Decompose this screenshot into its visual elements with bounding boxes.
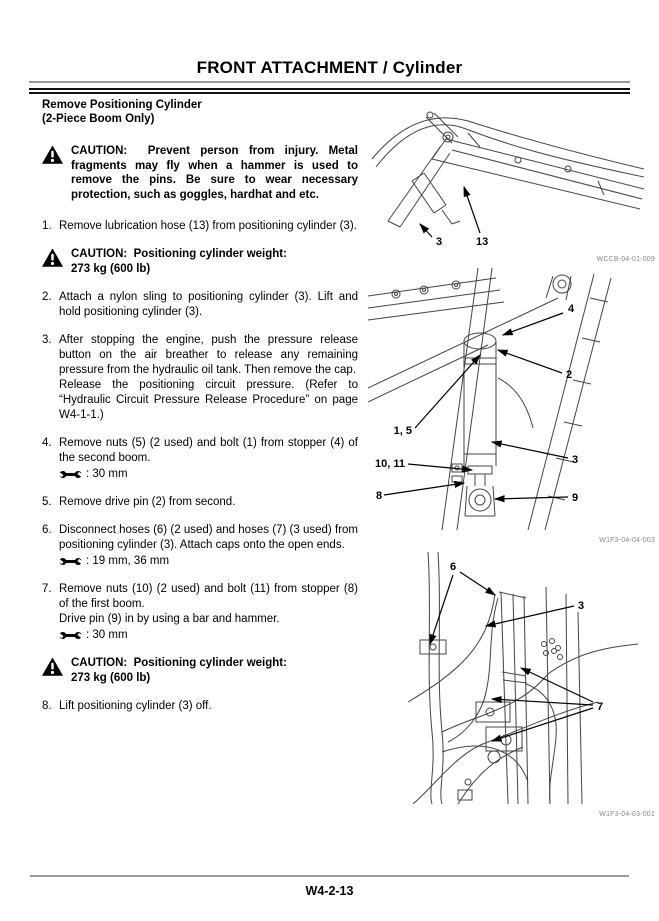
callout-label-3: 3 [436,236,443,248]
callout-arrow-3 [486,606,574,626]
caution-label: CAUTION: [71,248,128,260]
figure-line-art [368,268,655,530]
figure-boom-lubrication-hose [368,103,655,263]
callout-arrow-13 [464,187,480,233]
step-4 [42,436,358,482]
callout-label-3: 3 [572,454,579,466]
step-1 [42,219,358,234]
wrench-size-row [59,554,358,569]
warning-triangle-icon [42,144,66,202]
header-rule-thin [29,81,630,83]
callout-arrow-3 [420,224,432,237]
figure-positioning-cylinder [368,268,655,544]
caution-label: CAUTION: [71,145,128,157]
wrench-size-text: : 30 mm [86,468,128,480]
step-number: 1. [42,220,52,232]
callout-label-2: 2 [566,369,573,381]
page-title: FRONT ATTACHMENT / Cylinder [196,58,463,77]
callout-label-9: 9 [572,492,579,504]
wrench-size-text: : 30 mm [86,629,128,641]
step-number: 4. [42,437,52,449]
footer-rule [30,875,629,877]
figure-code: W1F3-04-03-001 [599,811,655,818]
wrench-icon [59,631,82,640]
wrench-size-row [59,467,358,482]
section-heading-line2: (2-Piece Boom Only) [42,113,155,125]
step-text: Remove lubrication hose (13) from positioning cylinder (3). [59,220,357,232]
step-text: Remove drive pin (2) from second. [59,496,236,508]
wrench-size-row [59,628,358,643]
figure-line-art [368,103,655,249]
figure-code: W1F3-04-04-003 [599,537,655,544]
callout-arrow-6b [430,575,453,644]
step-8 [42,699,358,714]
step-number: 7. [42,583,52,595]
step-text-2: Release the positioning circuit pressure. (Refer to “Hydraulic Circuit Pressure Release Procedure” on page W4-1-1.) [59,379,358,421]
callout-label-1-5: 1, 5 [393,425,412,437]
step-number: 5. [42,496,52,508]
callout-arrow-1-5 [415,355,480,428]
section-heading [42,98,358,126]
figure-code: WCCB-04-01-009 [596,256,655,263]
step-5 [42,495,358,510]
step-text: After stopping the engine, push the pressure release button on the air breather to release any remaining pressure from the hydraulic oil tank. Then remove the cap. [59,334,358,376]
callout-arrow-4 [503,313,563,335]
step-2 [42,290,358,320]
caution-text: CAUTION: Prevent person from injury. Metal fragments may fly when a hammer is used to remove the pins. Be sure to wear necessary protection, such as goggles, hardhat and etc. [71,145,358,201]
step-text: Remove nuts (10) (2 used) and bolt (11) from stopper (8) of the first boom. [59,583,358,610]
section-heading-line1: Remove Positioning Cylinder [42,99,202,111]
caution-block-injury [42,144,358,202]
callout-label-3: 3 [578,600,585,612]
caution-text: CAUTION: Positioning cylinder weight: 273 kg (600 lb) [71,657,287,684]
header-rule-double [29,88,630,94]
procedure-text-column [42,98,358,727]
step-number: 6. [42,524,52,536]
footer-page-number: W4-2-13 [305,884,354,898]
wrench-size-text: : 19 mm, 36 mm [86,555,170,567]
step-number: 8. [42,700,52,712]
figure-hose-connections [398,552,655,818]
callout-arrow-8 [384,483,464,495]
warning-triangle-icon [42,656,66,685]
callout-label-6: 6 [450,561,457,573]
step-text: Remove nuts (5) (2 used) and bolt (1) from stopper (4) of the second boom. [59,437,358,464]
callout-arrow-7a [521,668,593,702]
step-text: Attach a nylon sling to positioning cylinder (3). Lift and hold positioning cylinder (3). [59,291,358,318]
callout-label-10-11: 10, 11 [375,458,405,470]
step-text: Disconnect hoses (6) (2 used) and hoses (7) (3 used) from positioning cylinder (3). Attach caps onto the open ends. [59,524,358,551]
step-number: 3. [42,334,52,346]
callout-label-4: 4 [568,303,575,315]
step-number: 2. [42,291,52,303]
caution-text: CAUTION: Positioning cylinder weight: 273 kg (600 lb) [71,248,287,275]
callout-label-7: 7 [597,701,604,713]
warning-triangle-icon [42,247,66,276]
callout-label-13: 13 [476,236,489,248]
step-6 [42,523,358,569]
callout-arrow-7c [492,708,593,741]
wrench-icon [59,557,82,566]
caution-label: CAUTION: [71,657,128,669]
caution-block-weight-2 [42,656,358,685]
callout-label-8: 8 [376,490,383,502]
wrench-icon [59,470,82,479]
caution-block-weight-1 [42,247,358,276]
step-text-2: Drive pin (9) in by using a bar and hammer. [59,613,280,625]
step-text: Lift positioning cylinder (3) off. [59,700,212,712]
callout-arrow-6a [460,572,495,595]
figure-line-art [398,552,655,804]
step-7 [42,582,358,643]
callout-arrow-3 [492,442,568,458]
callout-arrow-2 [498,350,562,373]
step-3 [42,333,358,423]
